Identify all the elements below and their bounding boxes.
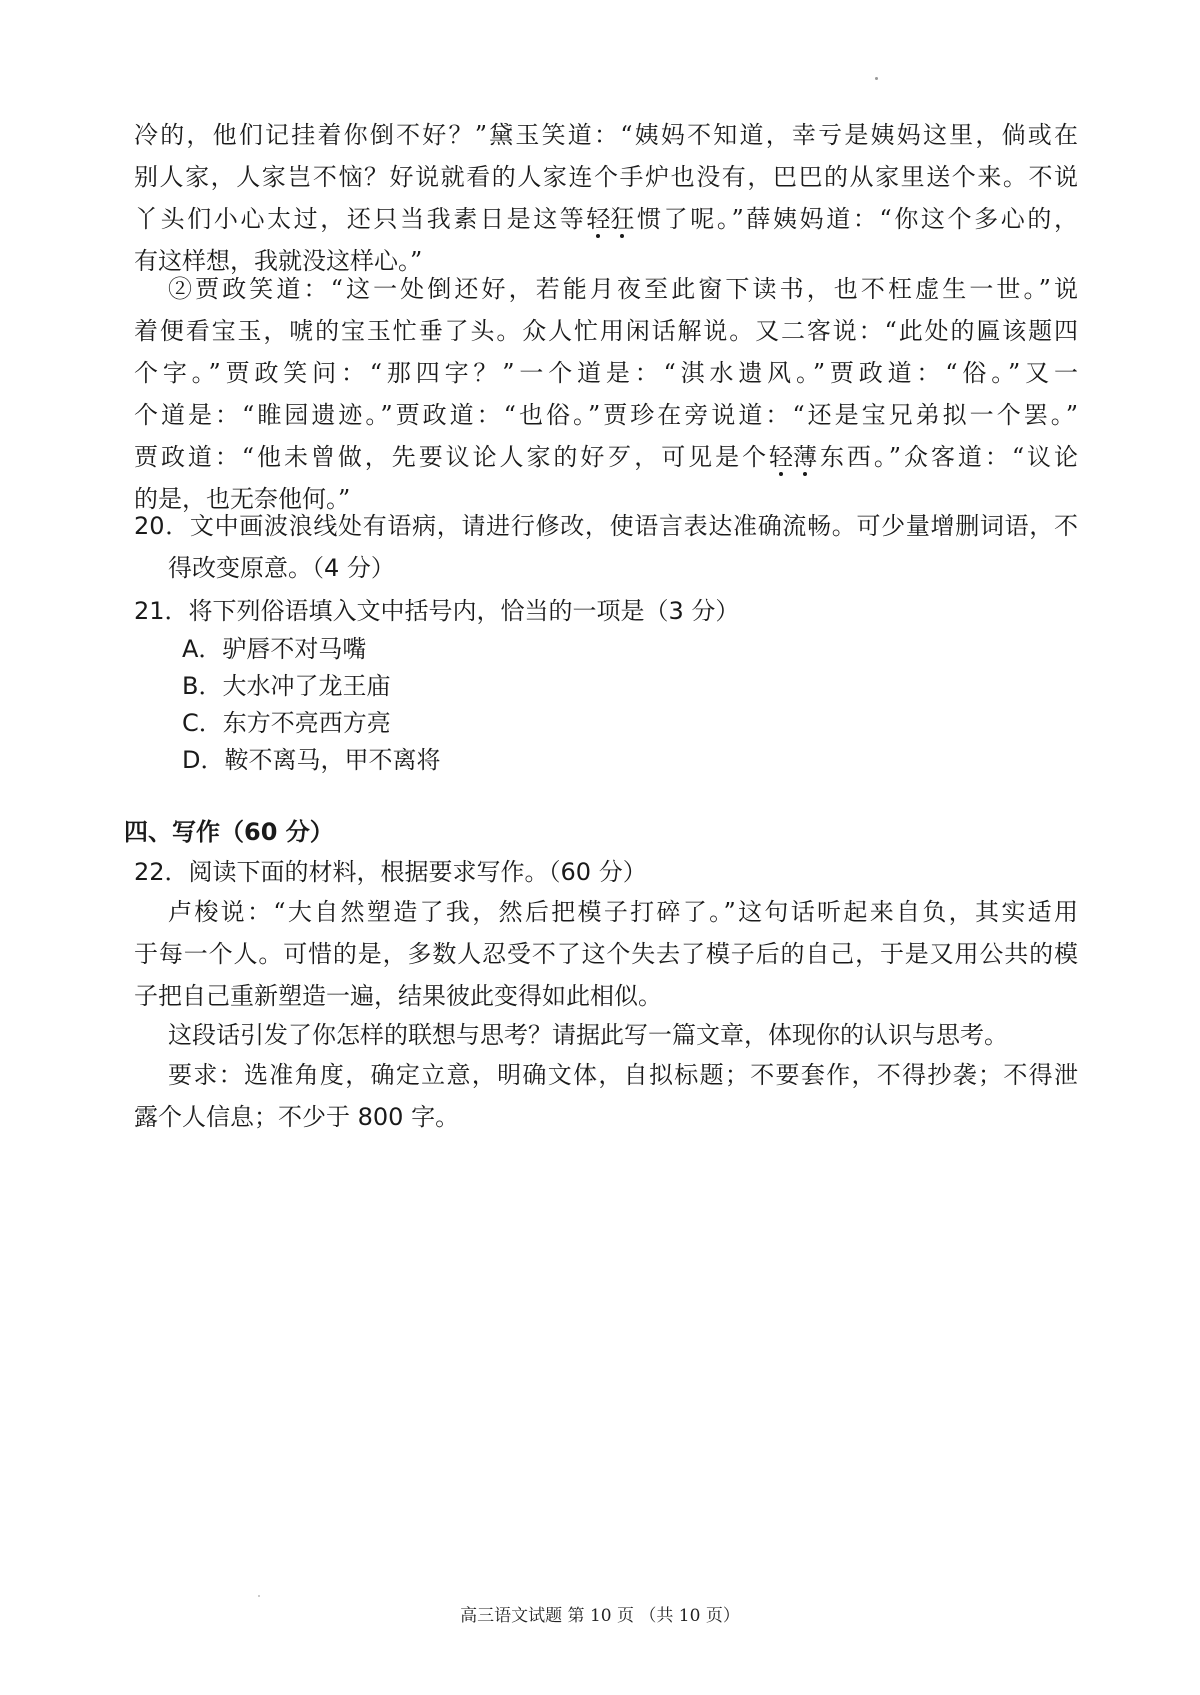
material-line: 卢梭说：“大自然塑造了我，然后把模子打碎了。”这句话听起来自负，其实适用 <box>168 898 1078 926</box>
emphasis-dot-char: 狂 <box>610 198 634 240</box>
option-b: B．大水冲了龙王庙 <box>182 672 391 700</box>
passage-line: 别人家，人家岂不恼？好说就看的人家连个手炉也没有，巴巴的从家里送个来。不说 <box>134 163 1078 191</box>
passage-line: ②贾政笑道：“这一处倒还好，若能月夜至此窗下读书，也不枉虚生一世。”说 <box>168 275 1078 303</box>
writing-prompt: 这段话引发了你怎样的联想与思考？请据此写一篇文章，体现你的认识与思考。 <box>168 1021 1008 1049</box>
scan-speck <box>875 77 878 80</box>
writing-requirements <box>134 1054 1078 1138</box>
option-c: C．东方不亮西方亮 <box>182 709 391 737</box>
passage-line: 有这样想，我就没这样心。” <box>134 247 423 275</box>
option-d: D．鞍不离马，甲不离将 <box>182 746 441 774</box>
requirement-line: 要求：选准角度，确定立意，明确文体，自拟标题；不要套作，不得抄袭；不得泄 <box>168 1061 1078 1089</box>
question-20 <box>134 505 1078 589</box>
question-20-line1: 20．文中画波浪线处有语病，请进行修改，使语言表达准确流畅。可少量增删词语，不 <box>134 512 1078 540</box>
emphasis-dot-char: 轻 <box>769 436 793 478</box>
page-footer: 高三语文试题 第 10 页 （共 10 页） <box>460 1606 740 1626</box>
emphasis-dot-char: 薄 <box>793 436 817 478</box>
passage-part1 <box>134 114 1078 282</box>
passage-line: 个道是：“睢园遗迹。”贾政道：“也俗。”贾珍在旁说道：“还是宝兄弟拟一个罢。” <box>134 401 1078 429</box>
option-a: A．驴唇不对马嘴 <box>182 635 367 663</box>
passage-line: 贾政道：“他未曾做，先要议论人家的好歹，可见是个轻薄东西。”众客道：“议论 <box>134 436 1078 478</box>
passage-line: 着便看宝玉，唬的宝玉忙垂了头。众人忙用闲话解说。又二客说：“此处的匾该题四 <box>134 317 1078 345</box>
scan-speck <box>258 1595 260 1597</box>
passage-part2 <box>134 268 1078 520</box>
material-line: 子把自己重新塑造一遍，结果彼此变得如此相似。 <box>134 982 662 1010</box>
requirement-line: 露个人信息；不少于 800 字。 <box>134 1103 460 1131</box>
question-20-line2: 得改变原意。（4 分） <box>168 554 395 582</box>
material-line: 于每一个人。可惜的是，多数人忍受不了这个失去了模子后的自己，于是又用公共的模 <box>134 940 1078 968</box>
passage-line: 冷的，他们记挂着你倒不好？”黛玉笑道：“姨妈不知道，幸亏是姨妈这里，倘或在 <box>134 121 1078 149</box>
passage-line: 个字。”贾政笑问：“那四字？”一个道是：“淇水遗风。”贾政道：“俗。”又一 <box>134 359 1078 387</box>
passage-line: 的是，也无奈他何。” <box>134 485 351 513</box>
passage-line: 丫头们小心太过，还只当我素日是这等轻狂惯了呢。”薛姨妈道：“你这个多心的， <box>134 198 1078 240</box>
emphasis-dot-char: 轻 <box>586 198 610 240</box>
writing-material <box>134 891 1078 1017</box>
question-22: 22．阅读下面的材料，根据要求写作。（60 分） <box>134 858 647 886</box>
question-21-stem: 21．将下列俗语填入文中括号内，恰当的一项是（3 分） <box>134 597 740 625</box>
section-heading: 四、写作（60 分） <box>124 818 334 846</box>
